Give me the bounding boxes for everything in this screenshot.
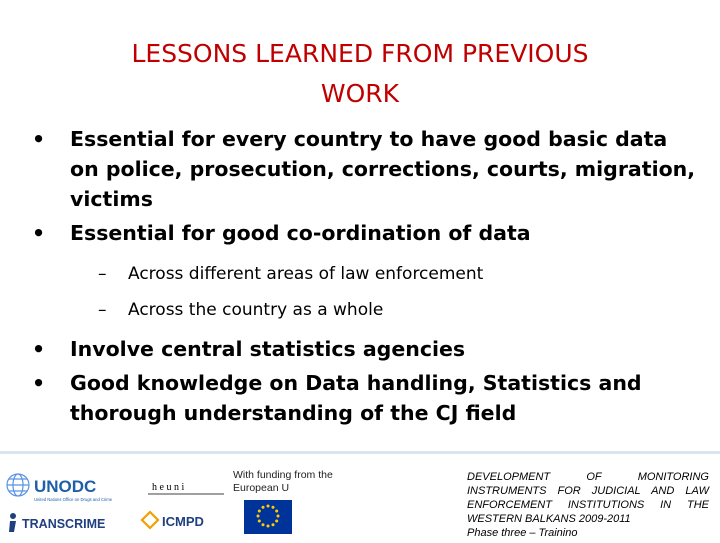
bullet-marker: • bbox=[32, 221, 46, 245]
funding-text: With funding from the European U bbox=[233, 469, 333, 494]
bullet-item bbox=[30, 218, 700, 248]
sub-bullet-item bbox=[30, 292, 700, 328]
bullet-text: Good knowledge on Data handling, Statistics and thorough understanding of the CJ field bbox=[70, 371, 642, 425]
sub-bullet-item bbox=[30, 256, 700, 292]
eu-flag-icon bbox=[244, 500, 292, 534]
sub-bullet-marker: – bbox=[98, 264, 107, 284]
project-phase: Phase three – Trainino bbox=[467, 527, 578, 539]
unodc-logo bbox=[4, 470, 134, 504]
bullet-item bbox=[30, 334, 700, 364]
project-description bbox=[467, 470, 709, 540]
unodc-tagline: United Nations Office on Drugs and Crime bbox=[34, 497, 113, 502]
transcrime-name: TRANSCRIME bbox=[22, 517, 106, 531]
transcrime-logo bbox=[6, 508, 128, 536]
icmpd-logo bbox=[140, 508, 230, 536]
project-title: DEVELOPMENT OF MONITORING INSTRUMENTS FOR JUDICIAL AND LAW ENFORCEMENT INSTITUTIONS IN THE WESTERN BALKANS 2009-2011 bbox=[467, 471, 709, 525]
sub-bullet-text: Across the country as a whole bbox=[128, 300, 384, 320]
bullet-marker: • bbox=[32, 371, 46, 395]
icmpd-name: ICMPD bbox=[162, 514, 204, 529]
slide-title-line-1: LESSONS LEARNED FROM PREVIOUS bbox=[131, 39, 589, 68]
bullet-marker: • bbox=[32, 127, 46, 151]
transcrime-mark-icon bbox=[9, 513, 16, 532]
bullet-item bbox=[30, 124, 700, 214]
slide-title bbox=[60, 34, 660, 114]
sub-bullet-text: Across different areas of law enforcement bbox=[128, 264, 484, 284]
bullet-text: Essential for good co-ordination of data bbox=[70, 221, 531, 245]
bullet-marker: • bbox=[32, 337, 46, 361]
heuni-logo bbox=[146, 478, 226, 498]
slide-title-line-2: WORK bbox=[320, 79, 400, 108]
bullet-text: Essential for every country to have good basic data on police, prosecution, corrections, courts, migration, victims bbox=[70, 127, 696, 211]
bullet-text: Involve central statistics agencies bbox=[70, 337, 466, 361]
heuni-name: h e u n i bbox=[152, 482, 185, 493]
un-emblem-icon bbox=[7, 474, 29, 496]
sub-bullet-marker: – bbox=[98, 300, 107, 320]
bullet-list bbox=[30, 124, 700, 432]
bullet-item bbox=[30, 368, 700, 428]
icmpd-mark-icon bbox=[142, 512, 158, 528]
unodc-name: UNODC bbox=[34, 477, 97, 496]
